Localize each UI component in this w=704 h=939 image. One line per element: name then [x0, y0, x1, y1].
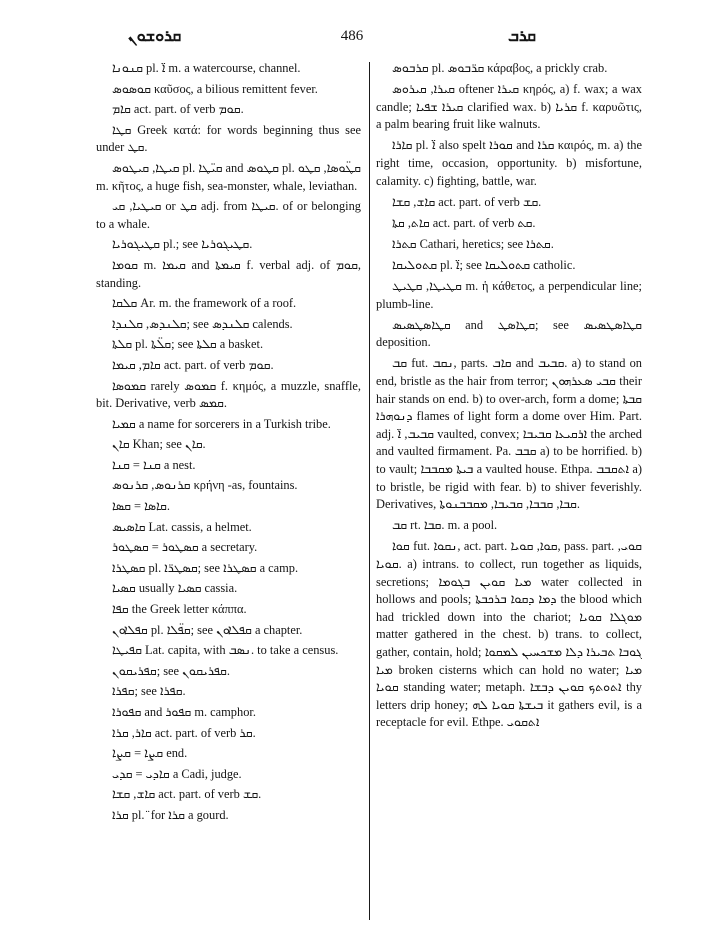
dictionary-entry: ܩܪܐ pl. ̈ for ܩܪܐ a gourd.: [112, 807, 229, 822]
dictionary-entry: ܩܘܡܐ m. ܩܝܡܐ and ܩܝܡܬܐ f. verbal adj. of ܩܘܡ, standing.: [96, 257, 365, 290]
dictionary-entry: ܩܐܡ, ܩܝܡܐ act. part. of verb ܩܘܡ.: [112, 357, 274, 372]
dictionary-entry: ܩܐܣܝܣ Lat. cassis, a helmet.: [112, 519, 252, 534]
dictionary-entry: ܩܒ rt. ܩܒܐ. m. a pool.: [392, 518, 498, 533]
page-number: 486: [340, 28, 364, 44]
dictionary-entry: ܩܬܪܐ Cathari, heretics; see ܩܬܪܐ.: [392, 236, 554, 251]
dictionary-entry: ܩܪܒܘܣ pl. ܩܪ̈ܒܘܣ κάραβος, a prickly crab.: [392, 61, 608, 75]
dictionary-entry: ܩܦܠܐܘܢ pl. ܩܦ̈ܠܐ; see ܩܦܠܐܘܢ a chapter.: [112, 622, 303, 637]
dictionary-entry: ܩܐܕܝ = ܩܕܝ a Cadi, judge.: [112, 766, 242, 781]
dictionary-entry: ܩܝܛܐ, ܩܝܛܘܣ pl. ܩܝ̈ܛܐ and ܩܛܘܣ pl. ܩܛ̈ܘܣܐ, ܩܛܘ m. κῆτος, a huge fish, sea-monster, whale, leviathan.: [96, 160, 365, 193]
page-header: [0, 26, 704, 50]
dictionary-entry: ܩܐܪ, ܩܪܐ act. part. of verb ܩܪ.: [112, 725, 256, 740]
dictionary-entry: ܩܛܐ Greek κατά: for words beginning thus see under ܩܛ.: [96, 122, 365, 155]
dictionary-entry: ܩܦܘܪܐ and ܩܦܘܪ m. camphor.: [112, 705, 256, 719]
dictionary-entry: ܩܣܛܘܪ = ܩܣܛܘܪ a secretary.: [112, 540, 258, 555]
dictionary-entry: ܩܐܬ, ܩܬܐ act. part. of verb ܩܬ.: [392, 215, 536, 230]
dictionary-entry: ܩܬܘܠܝܩܐ pl. ܐ̈; see ܩܬܘܠܝܩܐ catholic.: [392, 257, 576, 272]
header-left-title: ܩܪܘܫܘܢ: [128, 26, 182, 45]
dictionary-entry: ܩܝܪܐ, ܩܝܪܘܣ oftener ܩܝܪܐ κηρός, a) f. wax; a wax candle; ܩܝܪܐ ܫܦܝܐ clarified wax. b) ܩܪܝܐ f. καρυῶτις, a palm bearing fruit like walnuts.: [376, 82, 646, 132]
dictionary-entry: ܩܠܢܕܣ, ܩܠܢܕܐ; see ܩܠܢܕܣ calends.: [112, 316, 293, 331]
dictionary-entry: ܩܐܪܐ pl. ܐ̈ also spelt ܩܘܪܐ and ܩܪܐ καιρός, m. a) the right time, occasion, opportunity. b) misfortune, calamity. c) fighting, battle, war.: [376, 138, 646, 188]
dictionary-entry: ܩܛܝܛܐ, ܩܛܝܛ m. ἡ κάθετος, a perpendicular line; plumb-line.: [376, 279, 646, 311]
dictionary-entry: ܩܐܣܐ = ܩܣܐ.: [112, 499, 170, 514]
dictionary-entry: ܩܘܣܘܣ καῦσος, a bilious remittent fever.: [112, 81, 318, 96]
dictionary-entry: ܩܨܐ = ܩܨܐ end.: [112, 746, 188, 761]
dictionary-entry: ܩܐܫ, ܩܫܐ act. part. of verb ܩܫ.: [392, 194, 542, 209]
dictionary-entry: ܩܣܛܪܐ pl. ܩܣܛܪ̈ܐ; see ܩܣܛܪܐ a camp.: [112, 560, 299, 575]
dictionary-entry: ܩܦܐ the Greek letter κάππα.: [112, 602, 247, 617]
dictionary-entry: ܩܐܡ act. part. of verb ܩܘܡ.: [112, 102, 244, 117]
dictionary-entry: ܩܦܝܛܐ Lat. capita, with ܢܣܒ. to take a census.: [112, 643, 339, 658]
dictionary-entry: ܩܢܐ = ܩܢܐ a nest.: [112, 457, 196, 472]
dictionary-entry: ܩܪܢܘܣ, ܩܪܢܘܣ κρήνη -as, fountains.: [112, 478, 298, 493]
dictionary-entry: ܩܘܐ fut. ܢܩܘܐ, act. part. ܩܘܐ, ܩܘܝܐ, pass. part. ܩܘܝ, ܩܘܝܐ. a) intrans. to collect, run together as liquids, secretions; ܡܝܐ ܩܘܝܢ ܒܓܘܡܐ water collected in hollows and pools; ܕܡܐ ܕܩܘܐ ܒܪܟܒܬܐ the blood which had trickled down into the chariot; ܡܘܓܠܐ ܩܘܝܐ matter gathered in the chest. b) trans. to collect, gather, contain, hold; ܓܘܒܐ ܬܒܝܪܐ ܕܠܐ ܡܫܟܚܝܢ ܠܡܩܘܐ ܡܝܐ broken cisterns which can hold no water; ܡܝܐ ܩܘܝܐ standing water; metaph. ܐܬܘܬܟ ܩܘܝܢ ܕܒܫܐ thy letters drip honey; ܒܝܫܬܐ ܩܘܝܐ ܠܗ it gathers evil, is a receptacle for evil. Ethpe. ܐܬܩܘܝ: [376, 539, 646, 730]
dictionary-entry: ܩܒ fut. ܢܩܒ, parts. ܩܐܒ and ܩܒܝܒ. a) to stand on end, bristle as the hair from terror; ܩܒܝ ܣܥܪܗܘܢ their hair stands on end. b) to over-arch, form a dome; ܩܒܬܐ ܕܢܘܗܪܐ flames of light form a dome over Him. Part. adj. ܩܒܝܒ, ܐ̈ vaulted, convex; ܐܪܩܝܥܐ ܩܒܝܒܐ the arched and vaulted firmament. Pa. ܩܒܒ a) to be horrified. b) to vault; ܒܝܬܐ ܡܩܒܒܐ a vaulted house. Ethpa. ܐܬܩܒܒ a) to bristle, be rigid with fear. b) to shiver feverishly. Derivatives, ܩܒܐ, ܩܒܒܐ, ܩܒܝܒܐ, ܡܩܒܒܢܘܬܐ.: [376, 356, 646, 512]
left-column: [96, 60, 365, 828]
dictionary-entry: ܩܛܝܓܘܪܝܐ pl.; see ܩܛܝܓܘܪܝܐ.: [112, 237, 253, 252]
dictionary-entry: ܩܠܩܐ Ar. m. the framework of a roof.: [112, 296, 297, 311]
dictionary-entry: ܩܠܬܐ pl. ܩܠ̈ܬܐ; see ܩܠܬܐ a basket.: [112, 337, 264, 352]
right-column: [376, 60, 646, 735]
dictionary-entry: ܩܐܫ, ܩܫܐ act. part. of verb ܩܫ.: [112, 787, 262, 802]
dictionary-entry: ܩܐܢ Khan; see ܩܐܢ.: [112, 437, 206, 452]
header-right-title: ܩܪܒ: [508, 26, 536, 45]
dictionary-entry: ܩܡܘܣܐ rarely ܩܡܘܣ f. κημός, a muzzle, snaffle, bit. Derivative, verb ܩܡܣ.: [96, 378, 365, 411]
dictionary-entry: ܩܢܘܢܐ pl. ܐ̈ m. a watercourse, channel.: [112, 61, 301, 75]
dictionary-entry: ܩܦܪܐ; see ܩܦܪܐ.: [112, 684, 186, 699]
column-divider: [369, 62, 370, 920]
dictionary-entry: ܩܦܪܝܩܘܢ; see ܩܦܪܝܩܘܢ.: [112, 663, 230, 678]
dictionary-entry: ܩܣܝܐ usually ܩܣܝܐ cassia.: [112, 581, 238, 596]
dictionary-entry: ܩܡܝܐ a name for sorcerers in a Turkish tribe.: [112, 416, 331, 431]
dictionary-entry: ܩܛܐܣܛܣܝܣ and ܩܛܐܣܛ; see ܩܛܐܣܛܣܝܣ deposition.: [376, 317, 646, 350]
dictionary-entry: ܩܝܛܝܐ, ܩܝ or ܩܛ adj. from ܩܝܛܐ. of or belonging to a whale.: [96, 199, 365, 231]
